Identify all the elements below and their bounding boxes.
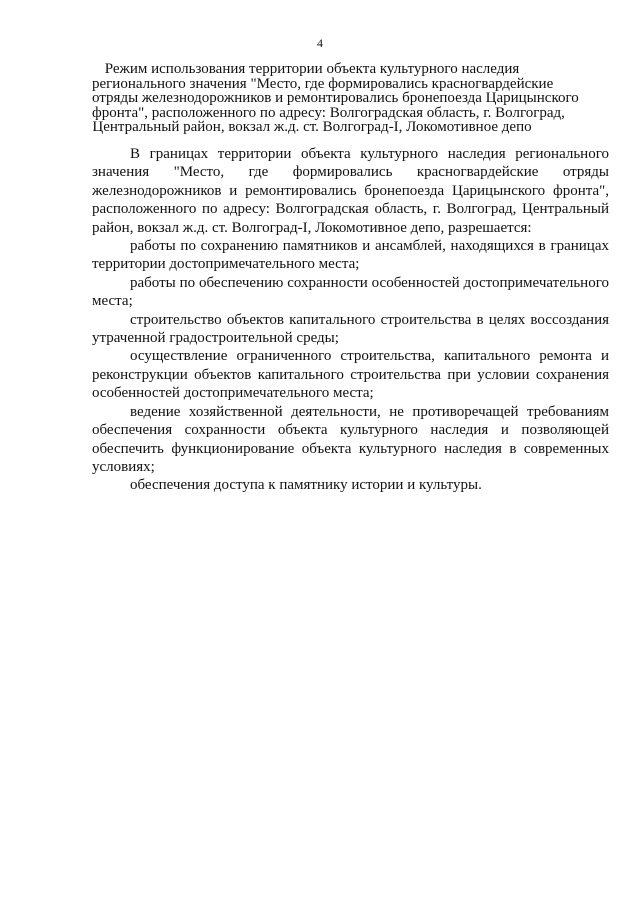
list-item: обеспечения доступа к памятнику истории и культуры. xyxy=(130,477,482,494)
heading-line: Режим использования территории объекта культурного наследия xyxy=(104,61,520,77)
list-item: ведение хозяйственной деятельности, не противоречащей требованиям обеспечения сохранности объекта культурного наследия и позволяющей обеспечить функционирование объекта культурного наследия в современных условиях; xyxy=(92,403,609,475)
list-item: работы по сохранению памятников и ансамблей, находящихся в границах территории достопримечательного места; xyxy=(92,238,609,273)
page-number: 4 xyxy=(317,36,323,50)
intro-paragraph: В границах территории объекта культурного наследия регионального значения "Место, где формировались красногвардейские отряды железнодорожников и ремонтировались бронепоезда Царицынского фронта", расположенного по адресу: Волгоградская область, г. Волгоград, Центральный район, вокзал ж.д. ст. Волгоград-I, Локомотивное депо, разрешается: xyxy=(92,146,609,236)
document-body xyxy=(92,145,609,495)
list-item: строительство объектов капитального строительства в целях воссоздания утраченной градостроительной среды; xyxy=(92,311,609,347)
heading-line: Центральный район, вокзал ж.д. ст. Волгоград-I, Локомотивное депо xyxy=(92,119,532,136)
heading-line: фронта", расположенного по адресу: Волгоградская область, г. Волгоград, xyxy=(92,104,565,121)
list-item: работы по обеспечению сохранности особенностей достопримечательного места; xyxy=(92,274,609,310)
document-heading xyxy=(92,61,579,136)
heading-line: отряды железнодорожников и ремонтировались бронепоезда Царицынского xyxy=(92,90,579,107)
heading-line: регионального значения "Место, где формировались красногвардейские xyxy=(92,75,554,92)
list-item: осуществление ограниченного строительства, капитального ремонта и реконструкции объектов капитального строительства при условии сохранения особенностей достопримечательного места; xyxy=(92,348,609,402)
